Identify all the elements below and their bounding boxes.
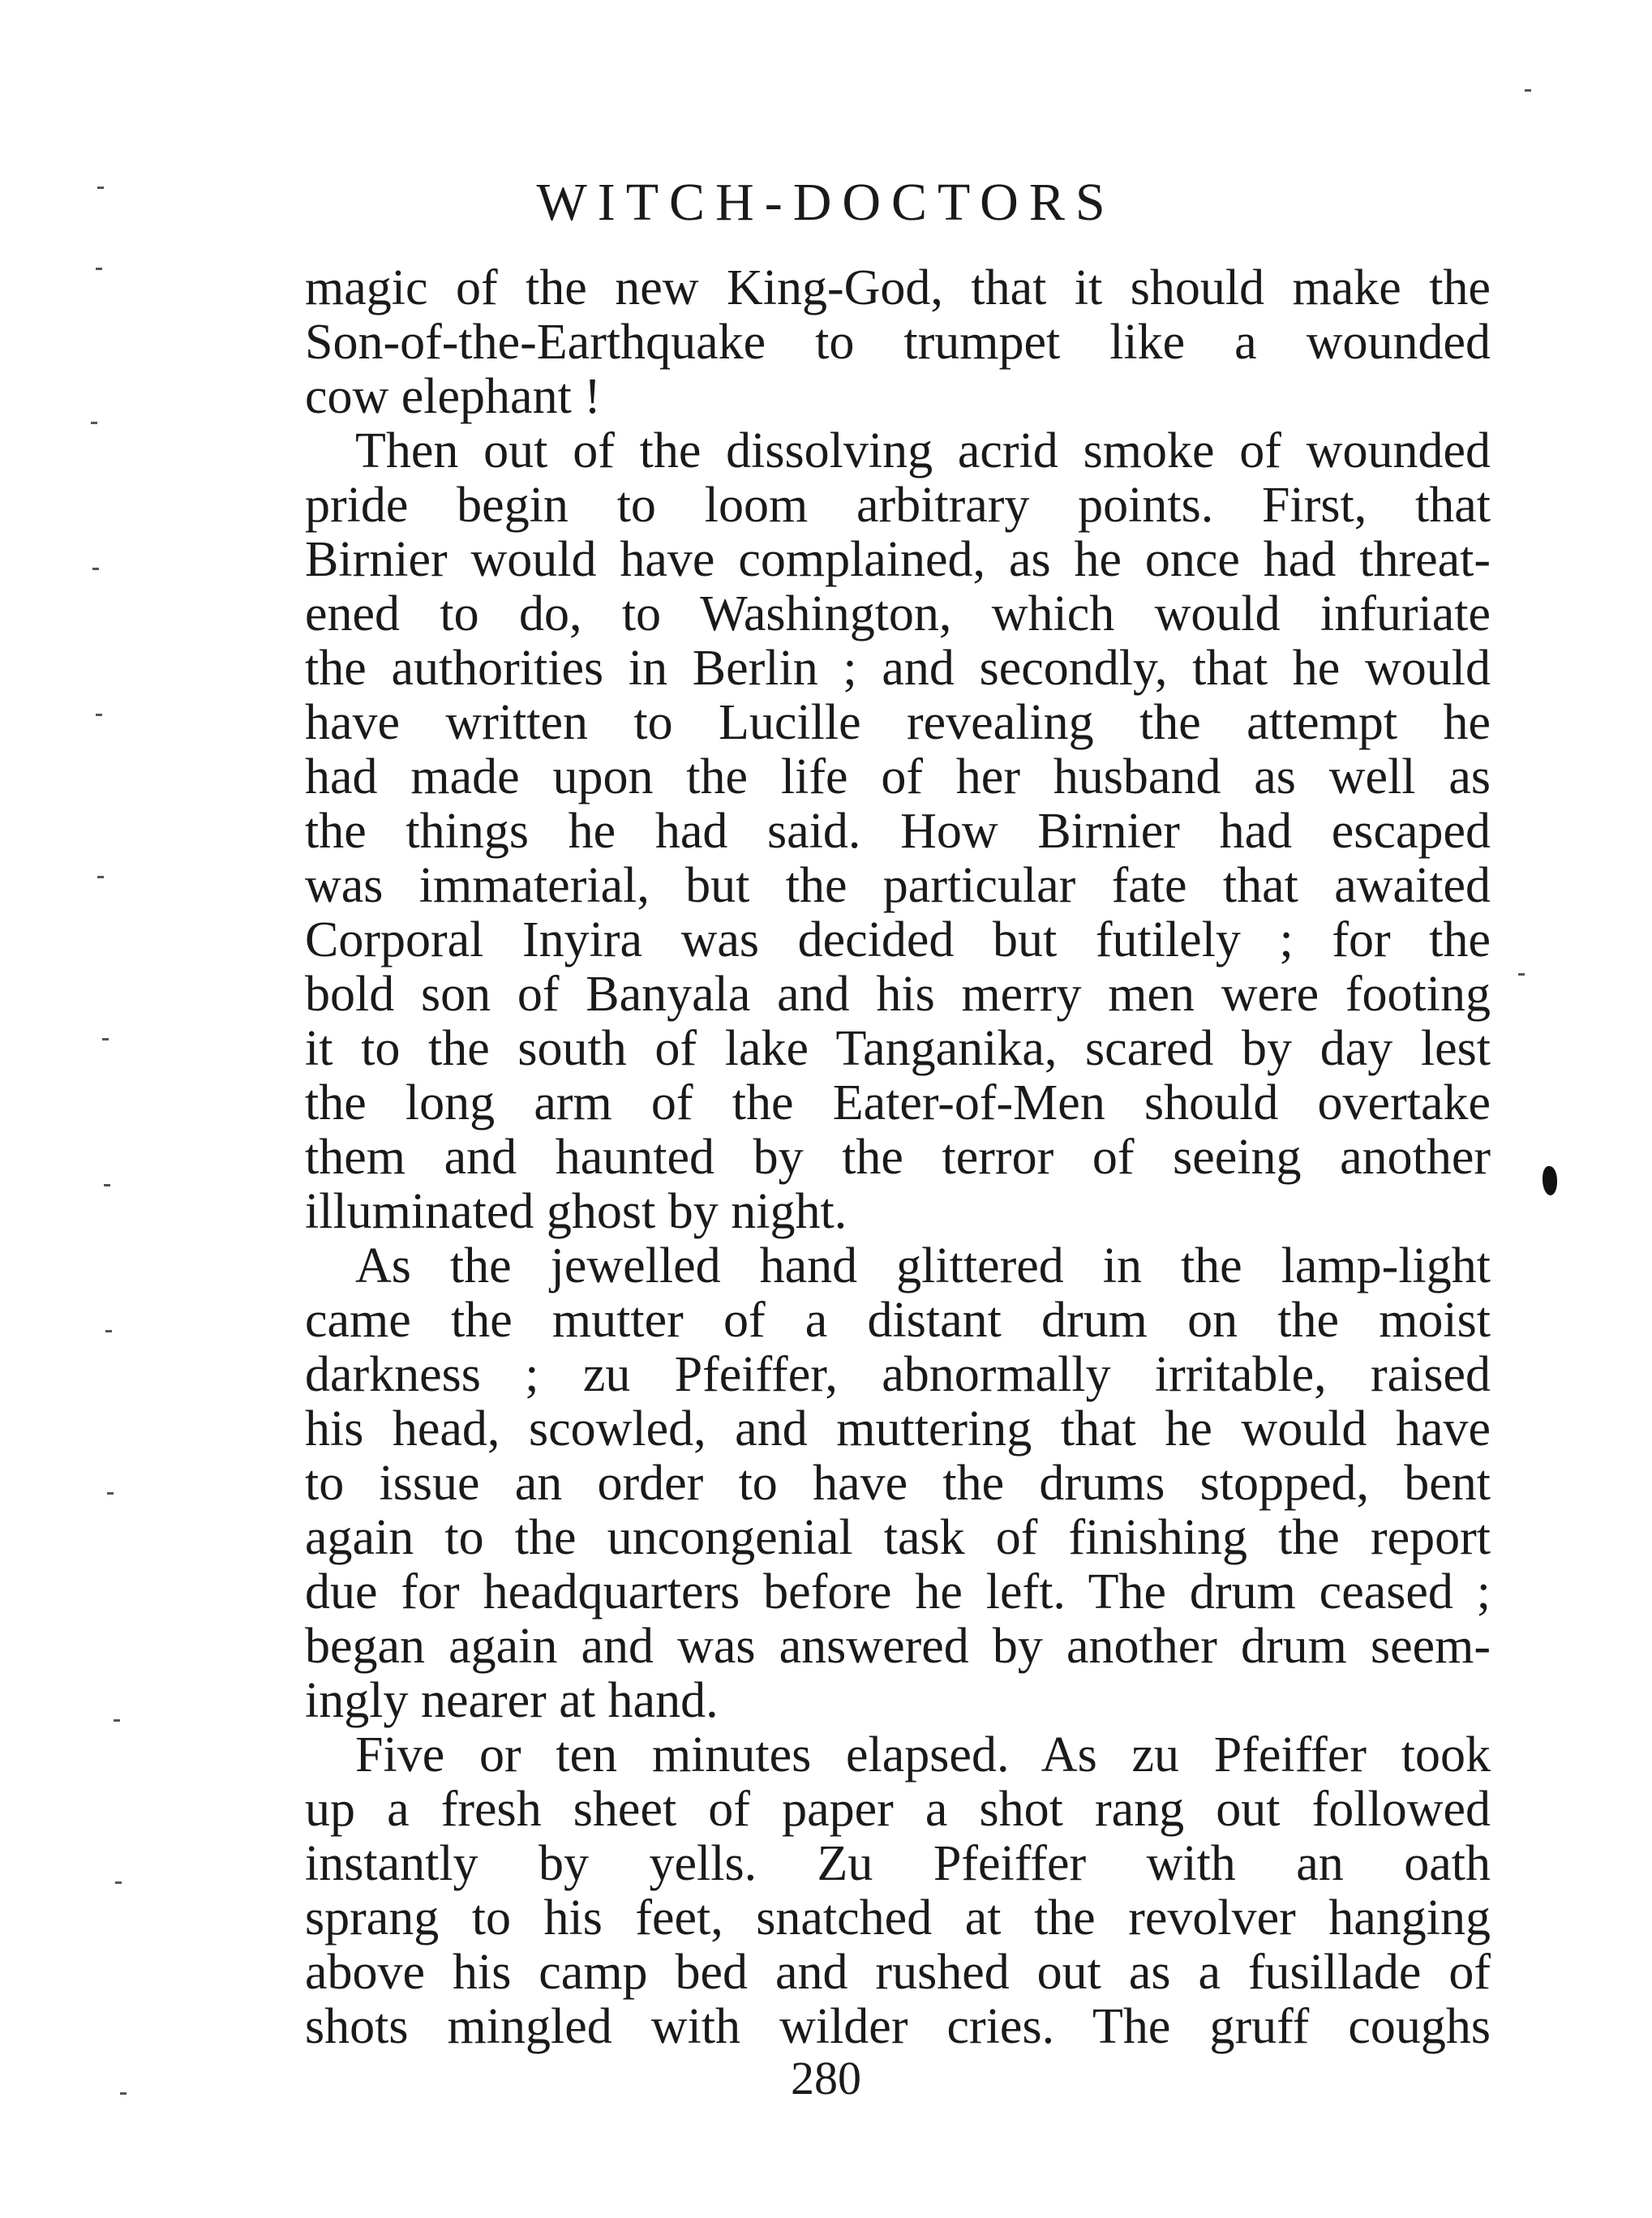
text-line: above his camp bed and rushed out as a fusillade of bbox=[305, 1946, 1491, 2000]
text-line: came the mutter of a distant drum on the moist bbox=[305, 1293, 1491, 1348]
ink-blot bbox=[1543, 1166, 1557, 1195]
text-line: due for headquarters before he left. The drum ceased ; bbox=[305, 1565, 1491, 1620]
text-line: had made upon the life of her husband as well as bbox=[305, 750, 1491, 804]
scan-speck bbox=[114, 1719, 120, 1722]
text-line: the authorities in Berlin ; and secondly, that he would bbox=[305, 641, 1491, 696]
text-line: his head, scowled, and muttering that he would have bbox=[305, 1402, 1491, 1457]
text-line: As the jewelled hand glittered in the lamp-light bbox=[355, 1239, 1491, 1293]
scan-speck bbox=[1518, 973, 1525, 976]
text-line: up a fresh sheet of paper a shot rang out followed bbox=[305, 1783, 1491, 1837]
scan-speck bbox=[97, 187, 104, 189]
text-line: shots mingled with wilder cries. The gruff coughs bbox=[305, 2000, 1491, 2054]
scan-speck bbox=[91, 422, 97, 424]
scan-speck bbox=[107, 1492, 114, 1495]
scan-speck bbox=[105, 1330, 112, 1332]
text-line: began again and was answered by another drum seem- bbox=[305, 1620, 1491, 1674]
text-line: pride begin to loom arbitrary points. First, that bbox=[305, 478, 1491, 533]
text-line: the long arm of the Eater-of-Men should overtake bbox=[305, 1076, 1491, 1130]
text-line: was immaterial, but the particular fate that awaited bbox=[305, 859, 1491, 913]
text-line: Corporal Inyira was decided but futilely ; for the bbox=[305, 913, 1491, 967]
text-line: ingly nearer at hand. bbox=[305, 1674, 719, 1728]
text-line: ened to do, to Washington, which would infuriate bbox=[305, 587, 1491, 641]
page-number: 280 bbox=[791, 2052, 861, 2104]
text-line: them and haunted by the terror of seeing another bbox=[305, 1130, 1491, 1185]
text-line: cow elephant ! bbox=[305, 370, 601, 424]
scan-speck bbox=[96, 268, 102, 270]
body-text bbox=[305, 261, 1491, 2054]
text-line: bold son of Banyala and his merry men were footing bbox=[305, 967, 1491, 1022]
scan-speck bbox=[92, 568, 99, 570]
text-line: sprang to his feet, snatched at the revolver hanging bbox=[305, 1891, 1491, 1946]
scan-speck bbox=[96, 714, 102, 716]
scan-speck bbox=[102, 1038, 109, 1040]
scan-speck bbox=[1525, 89, 1531, 92]
text-line: to issue an order to have the drums stopped, bent bbox=[305, 1457, 1491, 1511]
text-line: the things he had said. How Birnier had escaped bbox=[305, 804, 1491, 859]
text-line: again to the uncongenial task of finishing the report bbox=[305, 1511, 1491, 1565]
running-head-title: WITCH-DOCTORS bbox=[536, 173, 1116, 232]
text-line: illuminated ghost by night. bbox=[305, 1185, 847, 1239]
text-line: have written to Lucille revealing the attempt he bbox=[305, 696, 1491, 750]
text-line: instantly by yells. Zu Pfeiffer with an oath bbox=[305, 1837, 1491, 1891]
text-line: Son-of-the-Earthquake to trumpet like a wounded bbox=[305, 315, 1491, 370]
text-line: Then out of the dissolving acrid smoke of wounded bbox=[355, 424, 1491, 478]
text-line: it to the south of lake Tanganika, scared by day lest bbox=[305, 1022, 1491, 1076]
text-line: Birnier would have complained, as he once had threat- bbox=[305, 533, 1491, 587]
scan-speck bbox=[97, 876, 104, 878]
text-line: Five or ten minutes elapsed. As zu Pfeiffer took bbox=[355, 1728, 1491, 1783]
scan-speck bbox=[120, 2092, 127, 2095]
scan-speck bbox=[115, 1881, 122, 1884]
scan-speck bbox=[104, 1184, 110, 1186]
text-line: darkness ; zu Pfeiffer, abnormally irritable, raised bbox=[305, 1348, 1491, 1402]
text-line: magic of the new King-God, that it should make the bbox=[305, 261, 1491, 315]
